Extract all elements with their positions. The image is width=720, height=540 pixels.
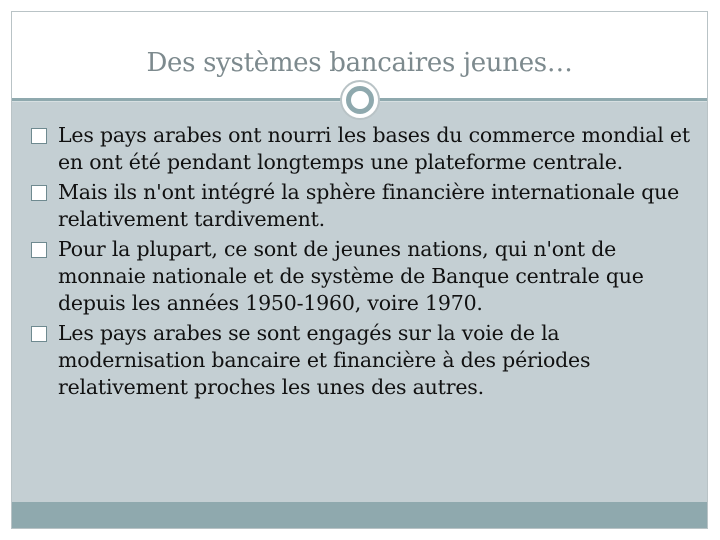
bullet-list (30, 122, 690, 404)
slide-title: Des systèmes bancaires jeunes… (146, 48, 573, 78)
square-bullet-icon (31, 326, 47, 342)
footer-bar (12, 502, 707, 528)
bullet-item (30, 122, 690, 176)
square-bullet-icon (31, 185, 47, 201)
square-bullet-icon (31, 242, 47, 258)
bullet-text: Pour la plupart, ce sont de jeunes nations, qui n'ont de monnaie nationale et de système de Banque centrale que depuis les années 1950-1960, voire 1970. (58, 237, 644, 315)
ring-ornament-inner (346, 86, 374, 114)
bullet-text: Mais ils n'ont intégré la sphère financière internationale que relativement tardivement. (58, 180, 680, 231)
bullet-item (30, 320, 690, 401)
bullet-text: Les pays arabes se sont engagés sur la voie de la modernisation bancaire et financière à des périodes relativement proches les unes des autres. (58, 321, 591, 399)
ring-ornament-icon (340, 80, 380, 120)
bullet-item (30, 179, 690, 233)
bullet-item (30, 236, 690, 317)
bullet-text: Les pays arabes ont nourri les bases du commerce mondial et en ont été pendant longtemps une plateforme centrale. (58, 123, 690, 174)
square-bullet-icon (31, 128, 47, 144)
